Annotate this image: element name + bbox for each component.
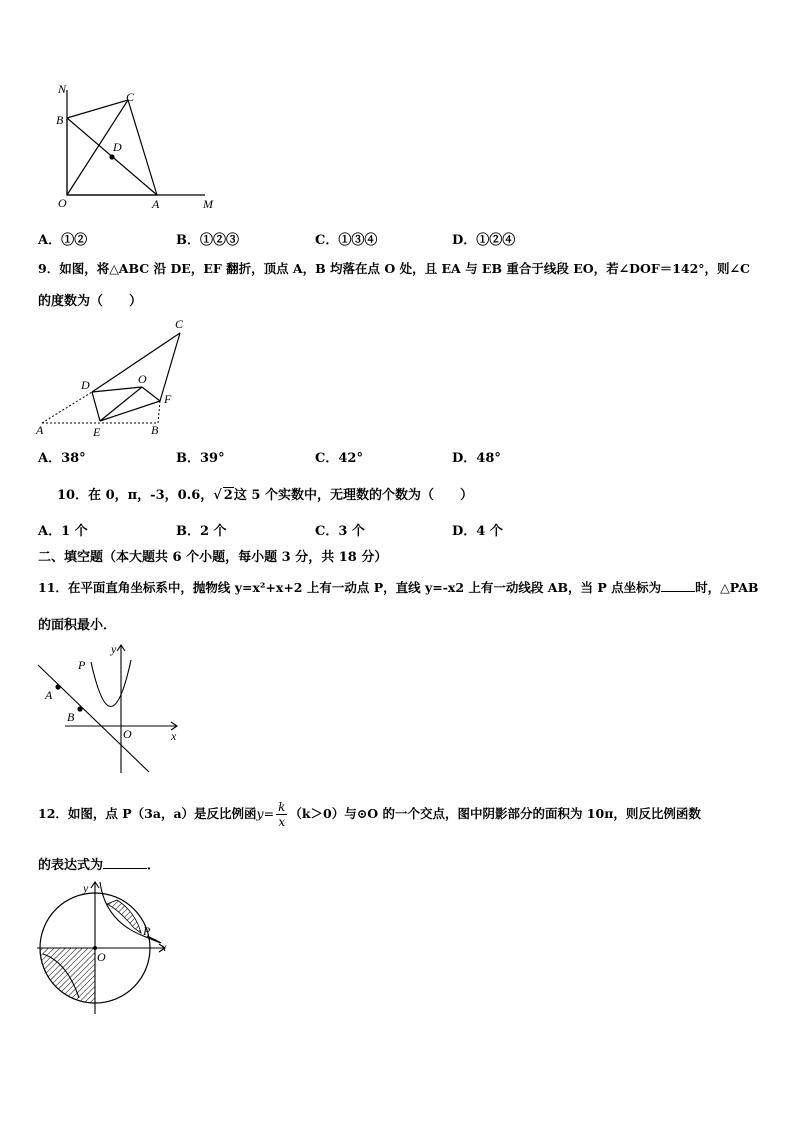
q10-stem-suffix: 这 5 个实数中，无理数的个数为（ ） xyxy=(233,488,473,503)
label-x: x xyxy=(161,940,167,954)
q10-stem xyxy=(57,484,473,503)
segment-dc xyxy=(92,333,180,392)
label-o: O xyxy=(138,372,147,386)
q12-frac-lhs: y xyxy=(256,806,264,821)
label-p: P xyxy=(78,658,86,672)
segment-of xyxy=(142,387,160,401)
label-a: A xyxy=(45,688,53,702)
label-p: P xyxy=(143,924,151,938)
q10-stem-prefix: 10．在 0，π，-3，0.6， xyxy=(57,488,214,503)
q10-option-b[interactable]: B．2 个 xyxy=(176,524,227,539)
label-b: B xyxy=(151,423,159,437)
parabola xyxy=(91,660,131,707)
q9-figure xyxy=(30,315,200,440)
q9-option-d[interactable]: D．48° xyxy=(452,451,501,466)
q9-option-a[interactable]: A．38° xyxy=(38,451,86,466)
shaded-region-first-quadrant xyxy=(107,900,141,933)
q9-option-b[interactable]: B．39° xyxy=(176,451,225,466)
segment-do xyxy=(92,387,142,392)
label-y: y xyxy=(111,642,117,656)
q11-stem-line2: 的面积最小． xyxy=(38,618,117,633)
section2-heading: 二、填空题（本大题共 6 个小题，每小题 3 分，共 18 分） xyxy=(38,550,388,565)
q8-option-d[interactable]: D．①②④ xyxy=(452,233,516,248)
label-f: F xyxy=(164,392,172,406)
q8-option-b[interactable]: B．①②③ xyxy=(176,233,239,248)
q12-stem-line1b: （k＞0）与⊙O 的一个交点，图中阴影部分的面积为 10π，则反比例函数 xyxy=(289,806,701,821)
label-b: B xyxy=(67,710,75,724)
label-o: O xyxy=(97,950,106,964)
q11-answer-blank[interactable] xyxy=(661,579,695,592)
point-a xyxy=(55,684,60,689)
segment-bf-dotted xyxy=(158,401,160,423)
quad-bcao xyxy=(67,100,157,195)
q12-stem-line1a: 12．如图，点 P（3a，a）是反比例函 xyxy=(38,806,257,821)
q8-option-c[interactable]: C．①③④ xyxy=(315,233,378,248)
q11-figure xyxy=(35,640,190,775)
label-n: N xyxy=(58,82,67,96)
line-ab xyxy=(38,665,149,772)
label-x: x xyxy=(171,729,177,743)
label-o: O xyxy=(58,196,67,210)
q9-option-c[interactable]: C．42° xyxy=(315,451,363,466)
q10-option-c[interactable]: C．3 个 xyxy=(315,524,365,539)
q12-stem-line1 xyxy=(38,800,701,829)
q12-stem-line2-text: 的表达式为 xyxy=(38,858,104,873)
q11-stem-line1a: 11．在平面直角坐标系中，抛物线 y=x²+x+2 上有一动点 P，直线 y=-x2 上有一动线段 AB，当 P 点坐标为 xyxy=(38,580,662,595)
q11-stem-line1b: 时，△PAB xyxy=(695,580,759,595)
segment-eo xyxy=(100,387,142,421)
q12-equals: = xyxy=(263,806,275,821)
label-a: A xyxy=(36,423,44,437)
label-y: y xyxy=(83,881,89,895)
sqrt-symbol: √ xyxy=(213,488,222,503)
label-e: E xyxy=(93,425,101,439)
q9-stem-line2: 的度数为（ ） xyxy=(38,294,143,309)
q8-option-a[interactable]: A．①② xyxy=(38,233,88,248)
label-c: C xyxy=(126,90,135,104)
q8-figure xyxy=(50,80,230,215)
q12-fraction xyxy=(276,800,287,829)
q10-sqrt-radicand: 2 xyxy=(223,488,233,503)
label-c: C xyxy=(175,317,184,331)
segment-de xyxy=(92,392,100,421)
q12-frac-den: x xyxy=(278,815,286,829)
label-m: M xyxy=(203,197,213,211)
segment-cf xyxy=(160,333,180,401)
q11-stem-line1 xyxy=(38,578,759,596)
q12-frac-num: k xyxy=(278,800,286,814)
segment-ef xyxy=(100,401,160,421)
q10-option-a[interactable]: A．1 个 xyxy=(38,524,88,539)
point-b xyxy=(77,706,82,711)
q12-figure xyxy=(37,880,172,1015)
label-d: D xyxy=(81,378,90,392)
label-o: O xyxy=(123,727,132,741)
point-d xyxy=(109,154,114,159)
q12-stem-line2 xyxy=(38,854,160,873)
segment-ad-dotted xyxy=(42,392,92,423)
q12-stem-line2-end: ． xyxy=(147,858,161,873)
label-b: B xyxy=(56,113,64,127)
q9-stem-line1: 9．如图，将△ABC 沿 DE，EF 翻折，顶点 A，B 均落在点 O 处，且 EA 与 EB 重合于线段 EO，若∠DOF＝142°，则∠C xyxy=(38,261,750,276)
label-a: A xyxy=(152,197,160,211)
label-d: D xyxy=(113,140,122,154)
q10-option-d[interactable]: D．4 个 xyxy=(452,524,503,539)
q12-answer-blank[interactable] xyxy=(103,856,147,869)
